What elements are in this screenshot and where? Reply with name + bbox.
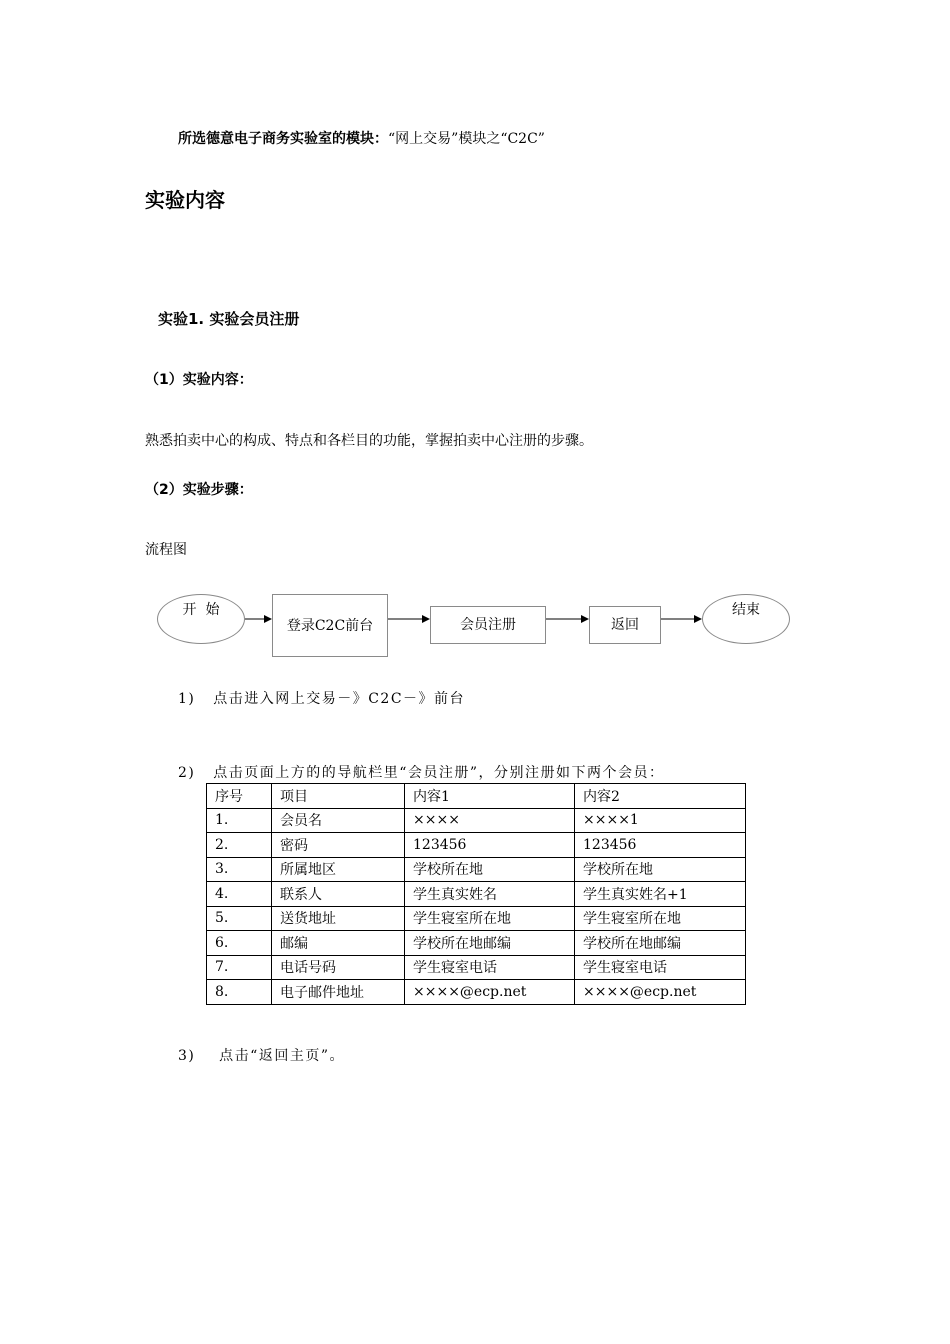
table-cell: 会员名 [272, 808, 405, 833]
table-cell: 学校所在地邮编 [575, 931, 746, 956]
table-row [207, 906, 746, 931]
table-row [207, 955, 746, 980]
table-cell: 5. [207, 906, 272, 931]
table-cell: 邮编 [272, 931, 405, 956]
registration-table [206, 783, 746, 1005]
subheading-steps: （2）实验步骤： [145, 482, 253, 498]
flow-node-back [589, 606, 661, 644]
step-3: 3) 点击“返回主页”。 [178, 1048, 345, 1064]
table-header-cell: 内容2 [575, 784, 746, 809]
flowchart-label: 流程图 [145, 542, 187, 558]
table-cell: ×××× [405, 808, 575, 833]
table-cell: 电子邮件地址 [272, 980, 405, 1005]
table-cell: 联系人 [272, 882, 405, 907]
table-cell: 所属地区 [272, 857, 405, 882]
section-title: 实验内容 [145, 188, 225, 212]
table-row [207, 882, 746, 907]
table-row [207, 857, 746, 882]
table-cell: 学校所在地 [405, 857, 575, 882]
table-header-row [207, 784, 746, 809]
flow-node-back-label: 返回 [611, 617, 639, 633]
table-cell: 4. [207, 882, 272, 907]
table-row [207, 808, 746, 833]
table-cell: 学生寝室所在地 [405, 906, 575, 931]
table-row [207, 833, 746, 858]
flow-node-start-label: 开 始 [182, 602, 220, 618]
table-cell: ××××@ecp.net [575, 980, 746, 1005]
table-cell: 学生真实姓名 [405, 882, 575, 907]
module-line [178, 128, 545, 148]
table-header-cell: 内容1 [405, 784, 575, 809]
flow-node-end [702, 594, 790, 644]
table-cell: ××××1 [575, 808, 746, 833]
table-header-cell: 项目 [272, 784, 405, 809]
table-cell: 123456 [575, 833, 746, 858]
flow-node-register [430, 606, 546, 644]
flow-node-register-label: 会员注册 [460, 617, 516, 633]
flow-node-login-label: 登录C2C前台 [286, 617, 374, 634]
content-paragraph: 熟悉拍卖中心的构成、特点和各栏目的功能，掌握拍卖中心注册的步骤。 [145, 433, 593, 449]
flow-node-login [272, 594, 388, 657]
table-cell: 8. [207, 980, 272, 1005]
table-cell: 6. [207, 931, 272, 956]
table-row [207, 931, 746, 956]
table-cell: 1. [207, 808, 272, 833]
table-cell: 学校所在地邮编 [405, 931, 575, 956]
table-cell: 学生寝室电话 [405, 955, 575, 980]
subheading-content: （1）实验内容： [145, 372, 253, 388]
table-cell: 学生寝室所在地 [575, 906, 746, 931]
step-2: 2) 点击页面上方的的导航栏里“会员注册”，分别注册如下两个会员： [178, 765, 665, 781]
table-cell: 3. [207, 857, 272, 882]
module-value: “网上交易”模块之“C2C” [388, 131, 545, 147]
table-cell: 2. [207, 833, 272, 858]
experiment-title: 实验1. 实验会员注册 [158, 310, 300, 328]
step-1: 1) 点击进入网上交易－》C2C－》前台 [178, 691, 466, 707]
table-cell: 送货地址 [272, 906, 405, 931]
flow-node-end-label: 结束 [732, 602, 760, 618]
table-cell: 学校所在地 [575, 857, 746, 882]
table-cell: 7. [207, 955, 272, 980]
table-cell: 学生寝室电话 [575, 955, 746, 980]
table-cell: 电话号码 [272, 955, 405, 980]
table-cell: 学生真实姓名+1 [575, 882, 746, 907]
table-cell: 123456 [405, 833, 575, 858]
flow-node-start [157, 594, 245, 644]
table-cell: ××××@ecp.net [405, 980, 575, 1005]
table-cell: 密码 [272, 833, 405, 858]
table-header-cell: 序号 [207, 784, 272, 809]
table-row [207, 980, 746, 1005]
module-label: 所选德意电子商务实验室的模块： [178, 131, 388, 147]
